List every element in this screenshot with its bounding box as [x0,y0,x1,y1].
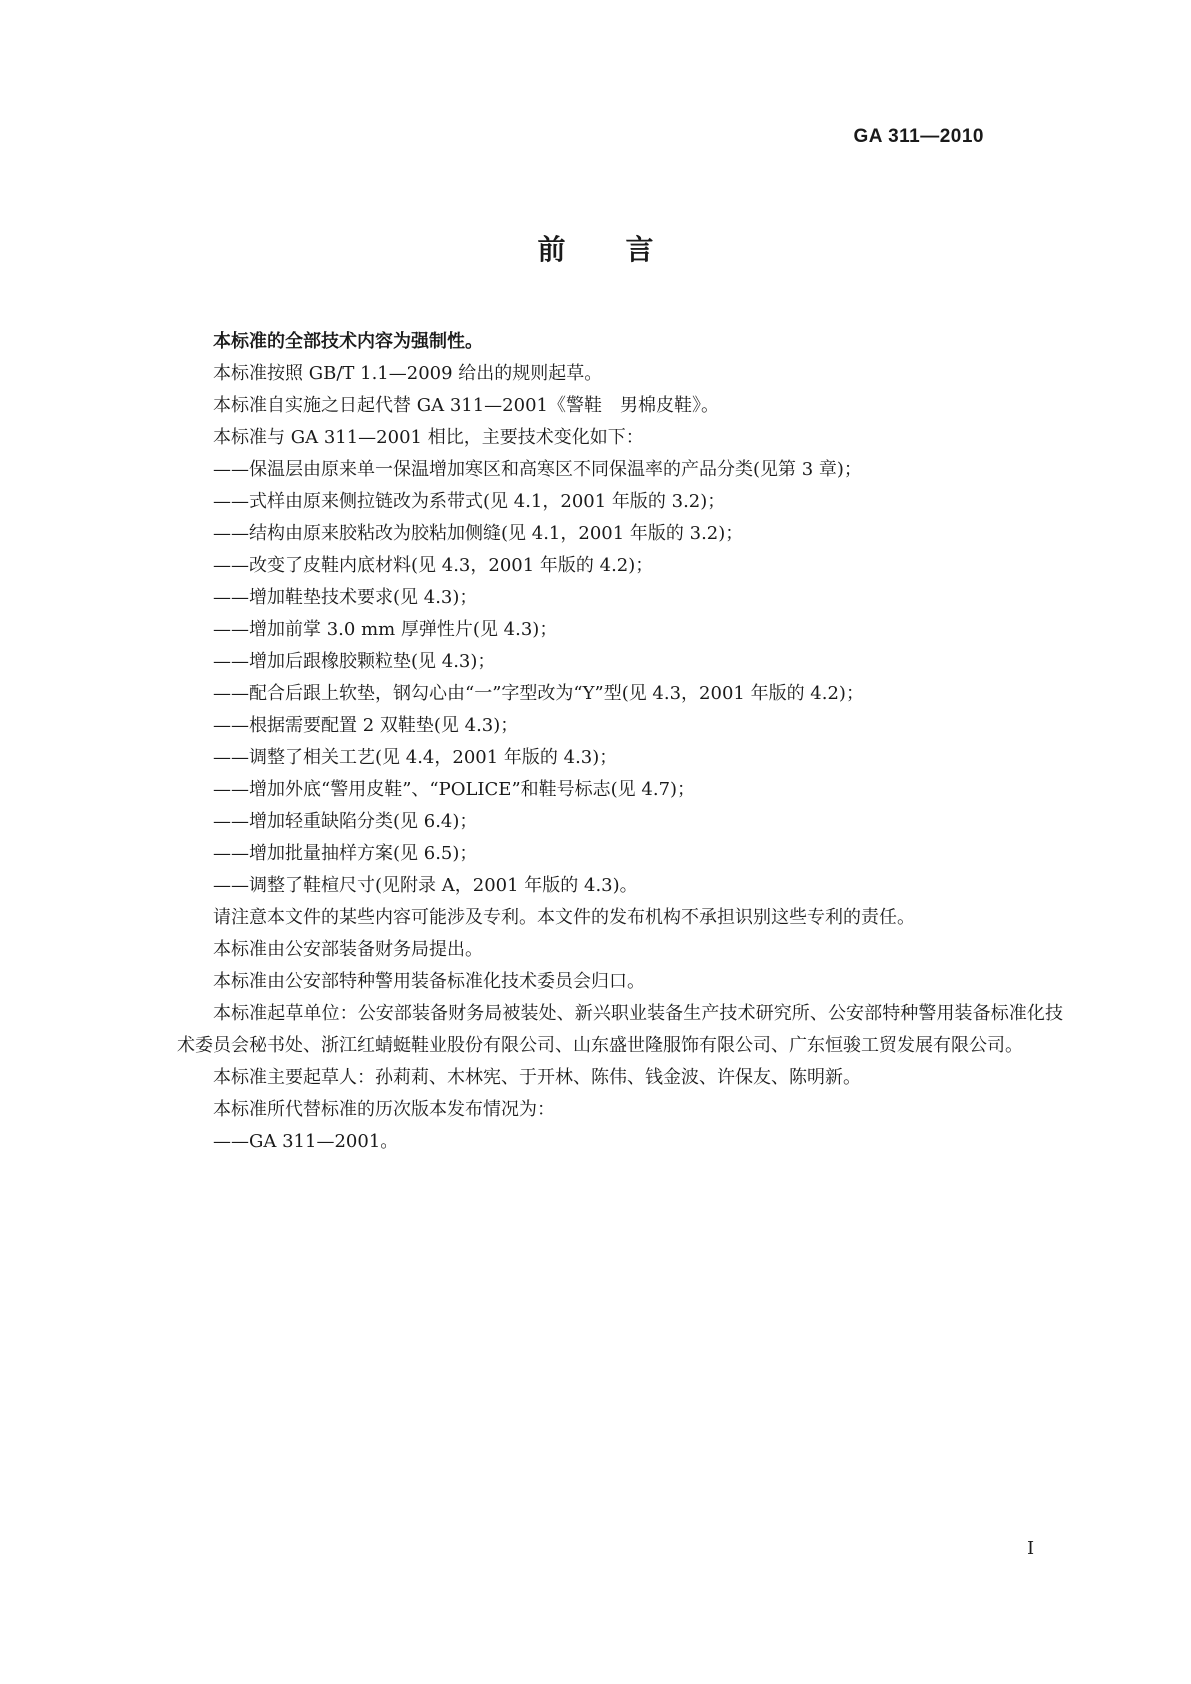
drafting-units: 本标准起草单位：公安部装备财务局被装处、新兴职业装备生产技术研究所、公安部特种警用装备标准化技术委员会秘书处、浙江红蜻蜓鞋业股份有限公司、山东盛世隆服饰有限公司、广东恒骏工贸发展有限公司。 [177,1003,1063,1056]
paragraph: 请注意本文件的某些内容可能涉及专利。本文件的发布机构不承担识别这些专利的责任。 [213,907,915,928]
drafters: 本标准主要起草人：孙莉莉、木林宪、于开林、陈伟、钱金波、许保友、陈明新。 [213,1067,861,1088]
standard-number: GA 311—2010 [853,126,984,147]
change-item: ——增加批量抽样方案(见 6.5)； [213,843,478,864]
change-item: ——增加前掌 3.0 mm 厚弹性片(见 4.3)； [213,619,558,640]
change-item: ——结构由原来胶粘改为胶粘加侧缝(见 4.1，2001 年版的 3.2)； [213,523,744,544]
change-item: ——增加后跟橡胶颗粒垫(见 4.3)； [213,651,496,672]
paragraph: 本标准与 GA 311—2001 相比，主要技术变化如下： [213,427,644,448]
paragraph: 本标准按照 GB/T 1.1—2009 给出的规则起草。 [213,363,603,384]
change-item: ——配合后跟上软垫，钢勾心由“一”字型改为“Y”型(见 4.3，2001 年版的 4.2)； [213,683,864,704]
paragraph: 本标准所代替标准的历次版本发布情况为： [213,1099,555,1120]
version-history-item: ——GA 311—2001。 [213,1131,399,1152]
change-item: ——调整了鞋楦尺寸(见附录 A，2001 年版的 4.3)。 [213,875,638,896]
mandatory-statement: 本标准的全部技术内容为强制性。 [213,331,483,352]
change-item: ——增加鞋垫技术要求(见 4.3)； [213,587,478,608]
page-title: 前言 [537,233,714,266]
change-item: ——根据需要配置 2 双鞋垫(见 4.3)； [213,715,519,736]
paragraph: 本标准由公安部装备财务局提出。 [213,939,483,960]
change-item: ——增加外底“警用皮鞋”、“POLICE”和鞋号标志(见 4.7)； [213,779,696,800]
paragraph: 本标准由公安部特种警用装备标准化技术委员会归口。 [213,971,645,992]
change-item: ——式样由原来侧拉链改为系带式(见 4.1，2001 年版的 3.2)； [213,491,726,512]
page-number: I [1027,1538,1035,1559]
change-item: ——增加轻重缺陷分类(见 6.4)； [213,811,478,832]
paragraph: 本标准自实施之日起代替 GA 311—2001《警鞋 男棉皮鞋》。 [213,395,719,416]
change-item: ——调整了相关工艺(见 4.4，2001 年版的 4.3)； [213,747,618,768]
change-item: ——保温层由原来单一保温增加寒区和高寒区不同保温率的产品分类(见第 3 章)； [213,459,862,480]
change-item: ——改变了皮鞋内底材料(见 4.3，2001 年版的 4.2)； [213,555,654,576]
foreword-body [177,326,1063,1158]
